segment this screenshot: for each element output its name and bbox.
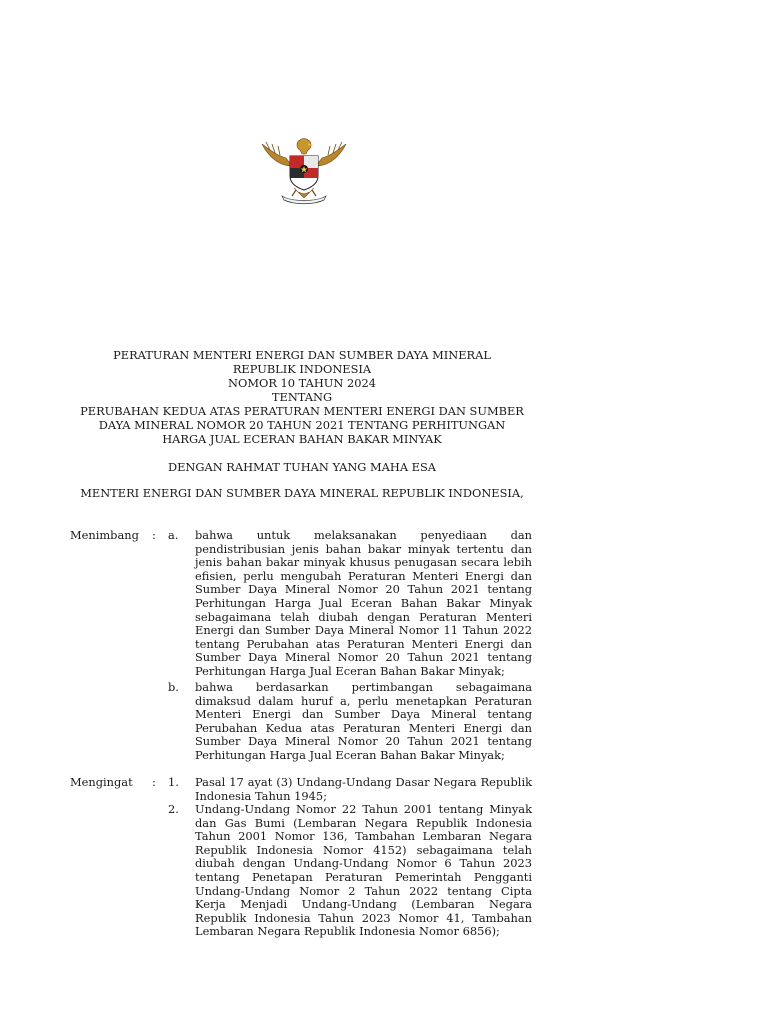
regulation-title-block xyxy=(70,348,534,500)
minister-line: MENTERI ENERGI DAN SUMBER DAYA MINERAL REPUBLIK INDONESIA, xyxy=(80,486,524,500)
regulation-title-line-1: PERATURAN MENTERI ENERGI DAN SUMBER DAYA MINERAL xyxy=(113,348,491,362)
mengingat-colon: : xyxy=(152,775,156,789)
mengingat-item-marker: 1. xyxy=(168,775,179,789)
menimbang-item-marker: a. xyxy=(168,528,179,542)
mengingat-item-text: Undang-Undang Nomor 22 Tahun 2001 tentang Minyak dan Gas Bumi (Lembaran Negara Republik Indonesia Tahun 2001 Nomor 136, Tambahan Lembaran Negara Republik Indonesia Nomor 4152) sebagaimana telah diubah dengan Undang-Undang Nomor 6 Tahun 2023 tentang Penetapan Peraturan Pemerintah Pengganti Undang-Undang Nomor 2 Tahun 2022 tentang Cipta Kerja Menjadi Undang-Undang (Lembaran Negara Republik Indonesia Tahun 2023 Nomor 41, Tambahan Lembaran Negara Republik Indonesia Nomor 6856); xyxy=(195,802,532,939)
regulation-subject-line-3: HARGA JUAL ECERAN BAHAN BAKAR MINYAK xyxy=(162,432,442,446)
menimbang-item-text: bahwa untuk melaksanakan penyediaan dan pendistribusian jenis bahan bakar minyak tertentu dan jenis bahan bakar minyak khusus penugasan secara lebih efisien, perlu mengubah Peraturan Menteri Energi dan Sumber Daya Mineral Nomor 20 Tahun 2021 tentang Perhitungan Harga Jual Eceran Bahan Bakar Minyak sebagaimana telah diubah dengan Peraturan Menteri Energi dan Sumber Daya Mineral Nomor 11 Tahun 2022 tentang Perubahan atas Peraturan Menteri Energi dan Sumber Daya Mineral Nomor 20 Tahun 2021 tentang Perhitungan Harga Jual Eceran Bahan Bakar Minyak; xyxy=(195,528,532,678)
regulation-subject-line-2: DAYA MINERAL NOMOR 20 TAHUN 2021 TENTANG PERHITUNGAN xyxy=(98,418,506,432)
mengingat-item-text: Pasal 17 ayat (3) Undang-Undang Dasar Negara Republik Indonesia Tahun 1945; xyxy=(195,775,532,803)
regulation-subject-line-1: PERUBAHAN KEDUA ATAS PERATURAN MENTERI ENERGI DAN SUMBER xyxy=(80,404,524,418)
regulation-about: TENTANG xyxy=(271,390,333,404)
menimbang-item-marker: b. xyxy=(168,680,179,694)
mengingat-label: Mengingat xyxy=(70,775,133,789)
menimbang-colon: : xyxy=(152,528,156,542)
menimbang-label: Menimbang xyxy=(70,528,139,542)
mengingat-item-marker: 2. xyxy=(168,802,179,816)
regulation-number: NOMOR 10 TAHUN 2024 xyxy=(228,376,376,390)
blessing-line: DENGAN RAHMAT TUHAN YANG MAHA ESA xyxy=(167,460,437,474)
menimbang-item-text: bahwa berdasarkan pertimbangan sebagaimana dimaksud dalam huruf a, perlu menetapkan Peraturan Menteri Energi dan Sumber Daya Mineral tentang Perubahan Kedua atas Peraturan Menteri Energi dan Sumber Daya Mineral Nomor 20 Tahun 2021 tentang Perhitungan Harga Jual Eceran Bahan Bakar Minyak; xyxy=(195,680,532,762)
regulation-title-line-2: REPUBLIK INDONESIA xyxy=(232,362,372,376)
garuda-emblem-icon xyxy=(256,136,352,206)
